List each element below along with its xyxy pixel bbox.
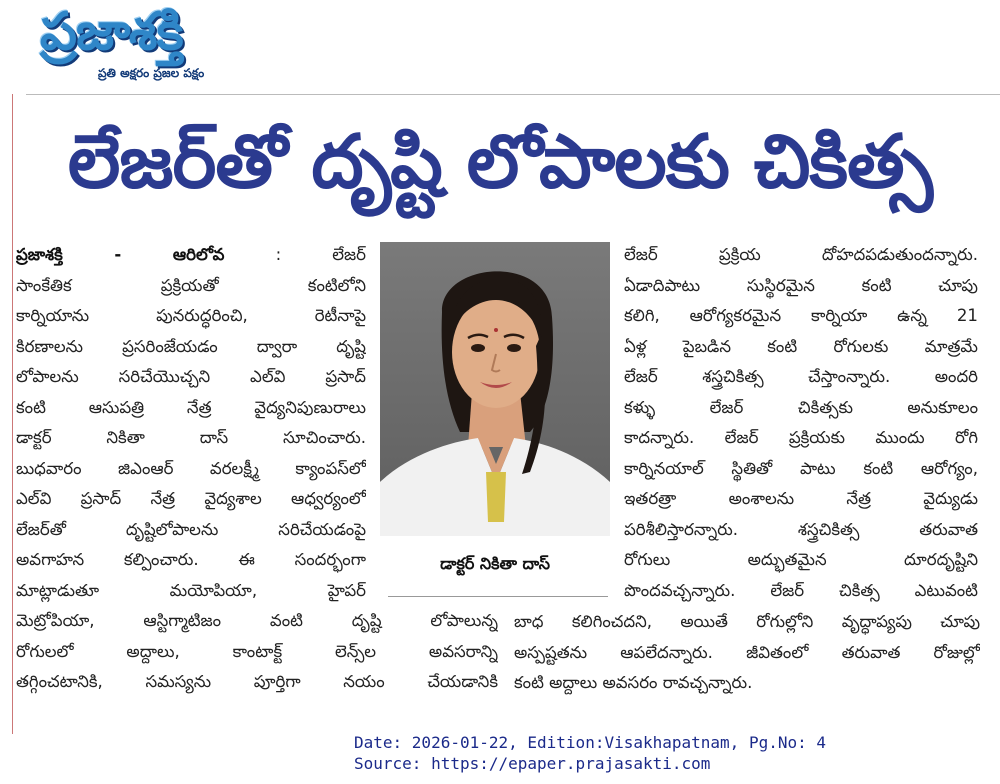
article-headline: లేజర్‌తో దృష్టి లోపాలకు చికిత్స [67, 119, 933, 205]
photo-caption: డాక్టర్ నికితా దాస్ [440, 554, 550, 573]
article-line: మెట్రోపియా, ఆస్టిగ్మాటిజం వంటి దృష్టి లోపాలున్న [16, 611, 498, 630]
article-line: లేజర్‌తో దృష్టిలోపాలను సరిచేయడంపై [16, 519, 366, 539]
article-line: రోగులలో అద్దాలు, కాంటాక్ట్ లెన్స్‌ల అవసరాన్ని [16, 641, 498, 661]
article-line: కళ్ళు లేజర్ చికిత్సకు అనుకూలం [624, 397, 978, 417]
article-column-right-wide [514, 607, 980, 699]
article-line: మాట్లాడుతూ మయోపియా, హైపర్ [16, 580, 366, 600]
article-line: కంటి ఆసుపత్రి నేత్ర వైద్యనిపుణురాలు [16, 397, 366, 417]
article-line: కార్నియాను పునరుద్ధరించి, రెటీనాపై [16, 306, 366, 325]
article-line: కలిగి, ఆరోగ్యకరమైన కార్నియా ఉన్న 21 [624, 306, 978, 325]
article-line: తగ్గించటానికి, సమస్యను పూర్తిగా నయం చేయడానికి [16, 672, 498, 691]
article-dateline: ప్రజాశక్తి - ఆరిలోవ [16, 245, 225, 264]
footer-date-edition: Date: 2026-01-22, Edition:Visakhapatnam, Pg.No: 4 [354, 733, 827, 752]
article-line: బుధవారం జిఎంఆర్ వరలక్ష్మీ క్యాంపస్‌లో [16, 458, 366, 478]
article-column-left [16, 240, 366, 606]
article-line: ప్రజాశక్తి - ఆరిలోవ : లేజర్ [16, 245, 366, 264]
source-footer [354, 732, 826, 774]
article-line: అస్పష్టతను ఆపలేదన్నారు. జీవితంలో తరువాత రోజుల్లో [514, 642, 980, 662]
portrait-photo-icon [380, 242, 610, 536]
article-line: కిరణాలను ప్రసరింజేయడం ద్వారా దృష్టి [16, 336, 366, 356]
article-line: అవగాహన కల్పించారు. ఈ సందర్భంగా [16, 550, 366, 569]
masthead-tagline: ప్రతి అక్షరం ప్రజల పక్షం [98, 66, 205, 80]
article-line: బాధ కలిగించదని, అయితే రోగుల్లోని వృద్ధాప్యపు చూపు [514, 612, 980, 631]
article-line: ఏడాదిపాటు సుస్థిరమైన కంటి చూపు [624, 275, 978, 295]
article-line: ఎల్‌వి ప్రసాద్ నేత్ర వైద్యశాల ఆధ్వర్యంలో [16, 489, 366, 508]
article-line: సాంకేతిక ప్రక్రియతో కంటిలోని [16, 275, 366, 295]
article-line: కాదన్నారు. లేజర్ ప్రక్రియకు ముందు రోగి [624, 428, 978, 447]
article-line: లేజర్ ప్రక్రియ దోహదపడుతుందన్నారు. [624, 245, 978, 264]
article-line: లోపాలను సరిచేయొచ్చని ఎల్‌వి ప్రసాద్ [16, 367, 366, 386]
article-column-left-wide [16, 606, 498, 698]
article-line: ఇతరత్రా అంశాలను నేత్ర వైద్యుడు [624, 489, 978, 508]
footer-source-link[interactable]: Source: https://epaper.prajasakti.com [354, 754, 711, 773]
masthead-title: ప్రజాశక్తి [40, 2, 183, 62]
article-line: డాక్టర్ నికితా దాస్ సూచించారు. [16, 428, 366, 447]
article-line: పరిశీలిస్తారన్నారు. శస్త్రచికిత్స తరువాత [624, 519, 978, 539]
top-divider [26, 94, 1000, 95]
article-line: కార్నినయాల్ స్థితితో పాటు కంటి ఆరోగ్యం, [624, 458, 978, 478]
left-margin-rule [12, 94, 13, 734]
article-line: రోగులు అద్భుతమైన దూరదృష్టిని [624, 550, 978, 569]
doctor-photo [380, 242, 610, 536]
article-line: కంటి అద్దాలు అవసరం రావచ్చన్నారు. [514, 673, 753, 692]
caption-divider [388, 596, 608, 597]
article-line: లేజర్ శస్త్రచికిత్స చేస్తాంన్నారు. అందరి [624, 367, 978, 386]
masthead-logo [40, 2, 290, 84]
article-column-right [624, 240, 978, 606]
article-line: పొందవచ్చన్నారు. లేజర్ చికిత్స ఎటువంటి [624, 580, 978, 600]
article-line: ఏళ్ల పైబడిన కంటి రోగులకు మాత్రమే [624, 336, 978, 356]
